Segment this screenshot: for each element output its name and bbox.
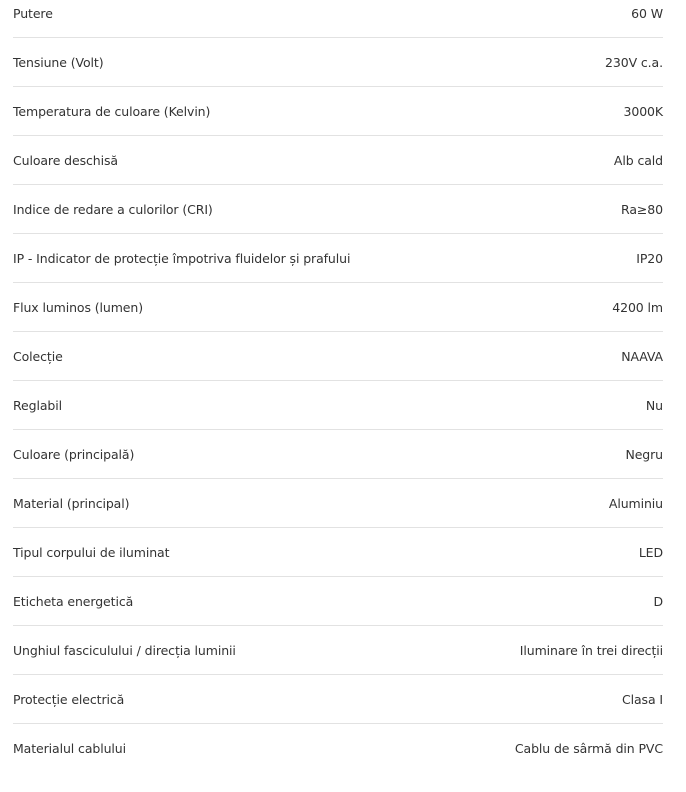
spec-row-voltage: [13, 38, 663, 87]
spec-label: Materialul cablului: [13, 741, 126, 756]
spec-value: 60 W: [631, 6, 663, 21]
spec-value: NAAVA: [621, 348, 663, 364]
spec-label: Temperatura de culoare (Kelvin): [13, 103, 211, 119]
spec-value: D: [653, 593, 663, 609]
spec-row-main-material: [13, 479, 663, 528]
spec-row-energy-label: [13, 577, 663, 626]
spec-value: IP20: [636, 250, 663, 266]
spec-row-collection: [13, 332, 663, 381]
spec-value: Cablu de sârmă din PVC: [514, 741, 663, 756]
spec-row-dimmable: [13, 381, 663, 430]
spec-label: Unghiul fasciculului / direcția luminii: [13, 642, 236, 658]
spec-row-luminous-flux: [13, 283, 663, 332]
spec-label: Putere: [13, 6, 53, 21]
spec-label: Material (principal): [13, 495, 130, 511]
specifications-table: [13, 0, 663, 773]
spec-row-power: [13, 0, 663, 38]
spec-value: Negru: [625, 446, 663, 462]
spec-label: Eticheta energetică: [13, 593, 134, 609]
spec-value: Clasa I: [622, 691, 663, 707]
spec-label: Reglabil: [13, 397, 62, 413]
spec-row-color-temperature: [13, 87, 663, 136]
spec-label: Flux luminos (lumen): [13, 299, 143, 315]
spec-label: Culoare (principală): [13, 446, 135, 462]
spec-value: Nu: [645, 397, 663, 413]
spec-label: Tipul corpului de iluminat: [13, 544, 170, 560]
spec-value: Alb cald: [613, 152, 663, 168]
spec-label: IP - Indicator de protecție împotriva fluidelor și prafului: [13, 250, 351, 266]
spec-row-beam-angle: [13, 626, 663, 675]
spec-value: Iluminare în trei direcții: [519, 642, 663, 658]
spec-label: Tensiune (Volt): [13, 54, 104, 70]
spec-row-cable-material: [13, 724, 663, 773]
spec-row-main-color: [13, 430, 663, 479]
spec-label: Protecție electrică: [13, 691, 125, 707]
spec-row-ip-rating: [13, 234, 663, 283]
spec-label: Culoare deschisă: [13, 152, 118, 168]
spec-value: 4200 lm: [612, 299, 663, 315]
spec-row-light-color: [13, 136, 663, 185]
spec-value: 230V c.a.: [605, 54, 663, 70]
spec-value: Ra≥80: [621, 201, 663, 217]
spec-value: Aluminiu: [608, 495, 663, 511]
spec-row-fixture-type: [13, 528, 663, 577]
spec-row-electrical-protection: [13, 675, 663, 724]
spec-label: Colecție: [13, 348, 63, 364]
spec-value: LED: [638, 544, 663, 560]
spec-value: 3000K: [623, 103, 663, 119]
spec-label: Indice de redare a culorilor (CRI): [13, 201, 213, 217]
spec-row-cri: [13, 185, 663, 234]
